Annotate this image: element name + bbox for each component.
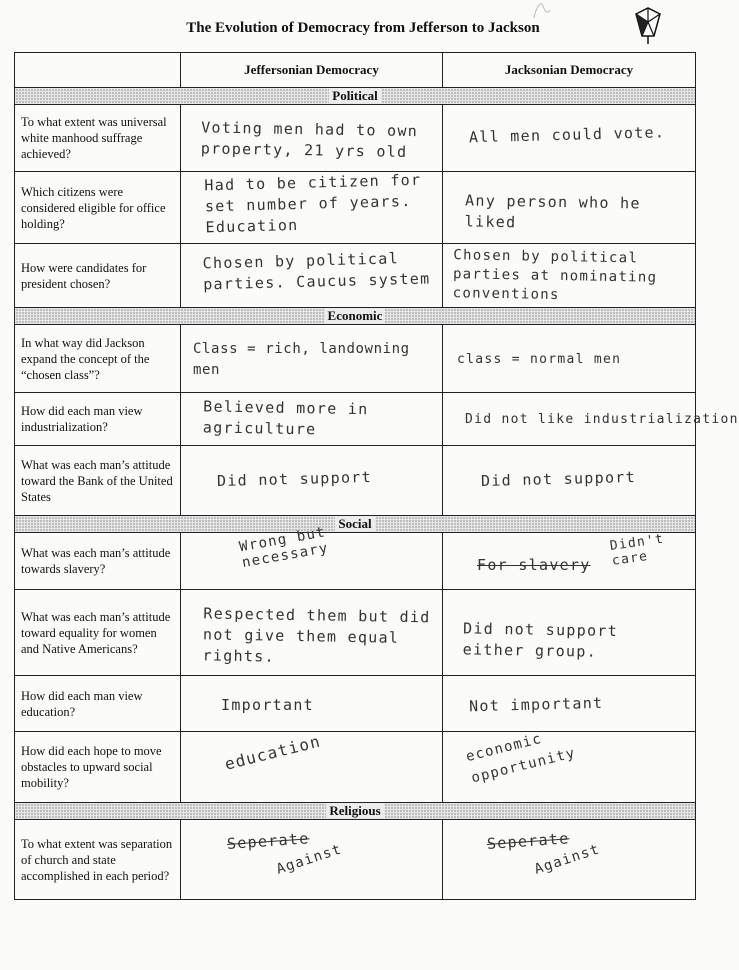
logo-icon — [632, 6, 664, 46]
handwriting: Did not like industrialization — [465, 411, 739, 427]
table-row — [15, 533, 696, 590]
table-row — [15, 732, 696, 803]
section-economic — [15, 308, 696, 325]
jefferson-answer[interactable] — [181, 820, 443, 900]
jackson-answer[interactable] — [443, 393, 739, 446]
worksheet-title: The Evolution of Democracy from Jefferson to Jackson — [186, 20, 540, 36]
jefferson-answer[interactable] — [181, 590, 443, 676]
handwriting: Against — [274, 841, 345, 878]
handwriting-struck: Seperate — [486, 829, 571, 853]
jackson-answer[interactable] — [443, 325, 696, 393]
section-label: Economic — [325, 308, 386, 323]
table-row — [15, 590, 696, 676]
handwriting: Important — [221, 696, 314, 714]
section-political — [15, 88, 696, 105]
handwriting: Class = rich, landowning men — [193, 340, 410, 378]
question-cell: What was each man’s attitude towards slavery? — [15, 533, 181, 590]
question-cell: How were candidates for president chosen? — [15, 244, 181, 308]
handwriting: Did not support — [216, 468, 373, 491]
question-cell: How did each man view industrialization? — [15, 393, 181, 446]
header-row — [15, 53, 696, 88]
handwriting: Did not support — [480, 467, 637, 491]
handwriting: Not important — [468, 693, 604, 716]
question-cell: To what extent was universal white manhood suffrage achieved? — [15, 105, 181, 172]
jackson-answer[interactable] — [443, 105, 696, 172]
handwriting: Any person who he liked — [464, 190, 641, 231]
table-row — [15, 172, 696, 244]
section-label: Social — [335, 516, 374, 531]
handwriting: Against — [532, 841, 603, 878]
handwriting: Voting men had to own property, 21 yrs old — [200, 118, 419, 161]
table-row — [15, 325, 696, 393]
jefferson-answer[interactable] — [181, 446, 443, 516]
handwriting: education — [222, 731, 323, 774]
question-cell: How did each man view education? — [15, 676, 181, 732]
jackson-answer[interactable] — [443, 446, 696, 516]
jackson-answer[interactable] — [443, 732, 696, 803]
jackson-answer[interactable] — [443, 590, 696, 676]
table-row — [15, 393, 696, 446]
jefferson-answer[interactable] — [181, 172, 443, 244]
jackson-answer[interactable] — [443, 172, 696, 244]
section-religious — [15, 803, 696, 820]
question-cell: To what extent was separation of church and state accomplished in each period? — [15, 820, 181, 900]
table-row — [15, 446, 696, 516]
handwriting: class = normal men — [457, 352, 622, 367]
jefferson-answer[interactable] — [181, 524, 443, 590]
handwriting: Did not support either group. — [462, 618, 619, 661]
jefferson-answer[interactable] — [181, 676, 443, 732]
header-blank — [15, 53, 181, 88]
question-cell: What was each man’s attitude toward equality for women and Native Americans? — [15, 590, 181, 676]
stray-pencil-mark — [530, 0, 554, 20]
handwriting: All men could vote. — [468, 122, 666, 146]
handwriting: Chosen by political parties. Caucus system — [202, 248, 431, 293]
handwriting: economic opportunity — [464, 730, 578, 787]
jackson-answer[interactable] — [443, 244, 696, 308]
jefferson-answer[interactable] — [181, 105, 443, 172]
handwriting: Had to be citizen for set number of years. Education — [204, 170, 422, 237]
handwriting: Wrong but necessary — [238, 524, 330, 572]
header-jeffersonian: Jeffersonian Democracy — [181, 53, 443, 88]
jackson-answer[interactable] — [443, 820, 696, 900]
jefferson-answer[interactable] — [181, 325, 443, 393]
handwriting: Respected them but did not give them equal rights. — [202, 604, 431, 666]
section-label: Political — [329, 88, 381, 103]
question-cell: How did each hope to move obstacles to upward social mobility? — [15, 732, 181, 803]
handwriting-struck: For slavery — [477, 556, 591, 574]
question-cell: In what way did Jackson expand the concept of the “chosen class”? — [15, 325, 181, 393]
jefferson-answer[interactable] — [181, 244, 443, 308]
comparison-table — [14, 52, 739, 900]
section-label: Religious — [326, 803, 383, 818]
header-jacksonian: Jacksonian Democracy — [443, 53, 696, 88]
jackson-answer[interactable] — [443, 533, 696, 590]
handwriting: Chosen by political parties at nominating conventions — [452, 247, 658, 304]
table-row — [15, 244, 696, 308]
handwriting-struck: Seperate — [226, 829, 311, 853]
question-cell: Which citizens were considered eligible for office holding? — [15, 172, 181, 244]
handwriting: Didn't care — [608, 531, 666, 569]
handwriting: Believed more in agriculture — [202, 397, 369, 439]
table-row — [15, 820, 696, 900]
jefferson-answer[interactable] — [181, 732, 443, 803]
jefferson-answer[interactable] — [181, 393, 443, 446]
question-cell: What was each man’s attitude toward the Bank of the United States — [15, 446, 181, 516]
table-row — [15, 105, 696, 172]
